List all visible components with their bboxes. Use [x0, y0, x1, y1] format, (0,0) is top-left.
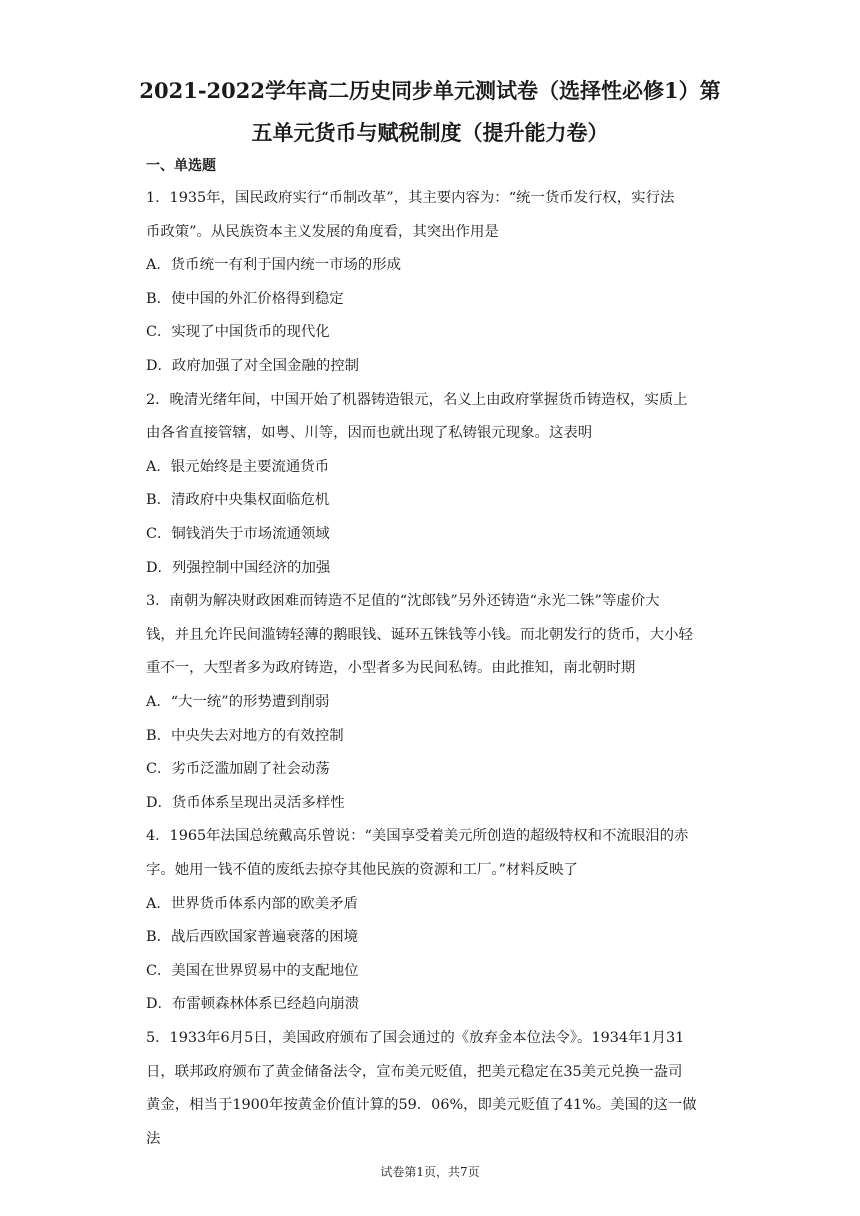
question-stem-line: 法	[146, 1130, 161, 1147]
question-stem-line: 3．南朝为解决财政困难而铸造不足值的“沈郎钱”另外还铸造“永光二铢”等虚价大	[146, 593, 660, 610]
section-heading: 一、单选题	[146, 158, 216, 174]
answer-option: C．劣币泛滥加剧了社会动荡	[146, 761, 330, 778]
exam-title-line-1: 2021-2022学年高二历史同步单元测试卷（选择性必修1）第	[139, 78, 721, 103]
answer-option: A．货币统一有利于国内统一市场的形成	[146, 257, 402, 274]
question-1	[146, 182, 716, 384]
answer-option: B．战后西欧国家普遍衰落的困境	[146, 929, 359, 946]
question-stem-line: 字。她用一钱不值的废纸去掠夺其他民族的资源和工厂。”材料反映了	[146, 861, 578, 878]
answer-option: C．铜钱消失于市场流通领域	[146, 525, 330, 542]
question-stem-line: 1．1935年，国民政府实行“币制改革”，其主要内容为：“统一货币发行权，实行法	[146, 190, 675, 206]
answer-option: B．使中国的外汇价格得到稳定	[146, 290, 344, 307]
question-2	[146, 384, 716, 586]
answer-option: A．“大一统”的形势遭到削弱	[146, 693, 330, 710]
page-footer: 试卷第1页，共7页	[380, 1165, 480, 1179]
question-stem-line: 日，联邦政府颁布了黄金储备法令，宣布美元贬值，把美元稳定在35美元兑换一盎司	[146, 1063, 683, 1080]
answer-option: A．银元始终是主要流通货币	[146, 458, 330, 475]
answer-option: D．列强控制中国经济的加强	[146, 559, 331, 576]
answer-option: D．货币体系呈现出灵活多样性	[146, 794, 345, 811]
answer-option: B．中央失去对地方的有效控制	[146, 727, 344, 744]
question-4	[146, 820, 716, 1022]
question-stem-line: 由各省直接管辖，如粤、川等，因而也就出现了私铸银元现象。这表明	[146, 425, 593, 442]
answer-option: D．布雷顿森林体系已经趋向崩溃	[146, 996, 360, 1013]
answer-option: A．世界货币体系内部的欧美矛盾	[146, 895, 358, 912]
answer-option: C．实现了中国货币的现代化	[146, 324, 330, 341]
question-stem-line: 币政策”。从民族资本主义发展的角度看，其突出作用是	[146, 223, 499, 240]
answer-option: B．清政府中央集权面临危机	[146, 492, 330, 509]
exam-title-line-2: 五单元货币与赋税制度（提升能力卷）	[251, 120, 609, 145]
question-stem-line: 2．晚清光绪年间，中国开始了机器铸造银元，名义上由政府掌握货币铸造权，实质上	[146, 391, 688, 408]
question-3	[146, 585, 716, 820]
answer-option: D．政府加强了对全国金融的控制	[146, 357, 360, 374]
question-stem-line: 黄金，相当于1900年按黄金价值计算的59．06%，即美元贬值了41%。美国的这一做	[146, 1097, 697, 1114]
question-5	[146, 1022, 716, 1156]
question-stem-line: 钱，并且允许民间滥铸轻薄的鹅眼钱、诞环五铢钱等小钱。而北朝发行的货币，大小轻	[146, 626, 693, 643]
question-stem-line: 5．1933年6月5日，美国政府颁布了国会通过的《放弃金本位法令》。1934年1月31	[146, 1030, 685, 1046]
answer-option: C．美国在世界贸易中的支配地位	[146, 962, 359, 979]
question-stem-line: 重不一，大型者多为政府铸造，小型者多为民间私铸。由此推知，南北朝时期	[146, 660, 636, 677]
question-stem-line: 4．1965年法国总统戴高乐曾说：“美国享受着美元所创造的超级特权和不流眼泪的赤	[146, 828, 689, 845]
